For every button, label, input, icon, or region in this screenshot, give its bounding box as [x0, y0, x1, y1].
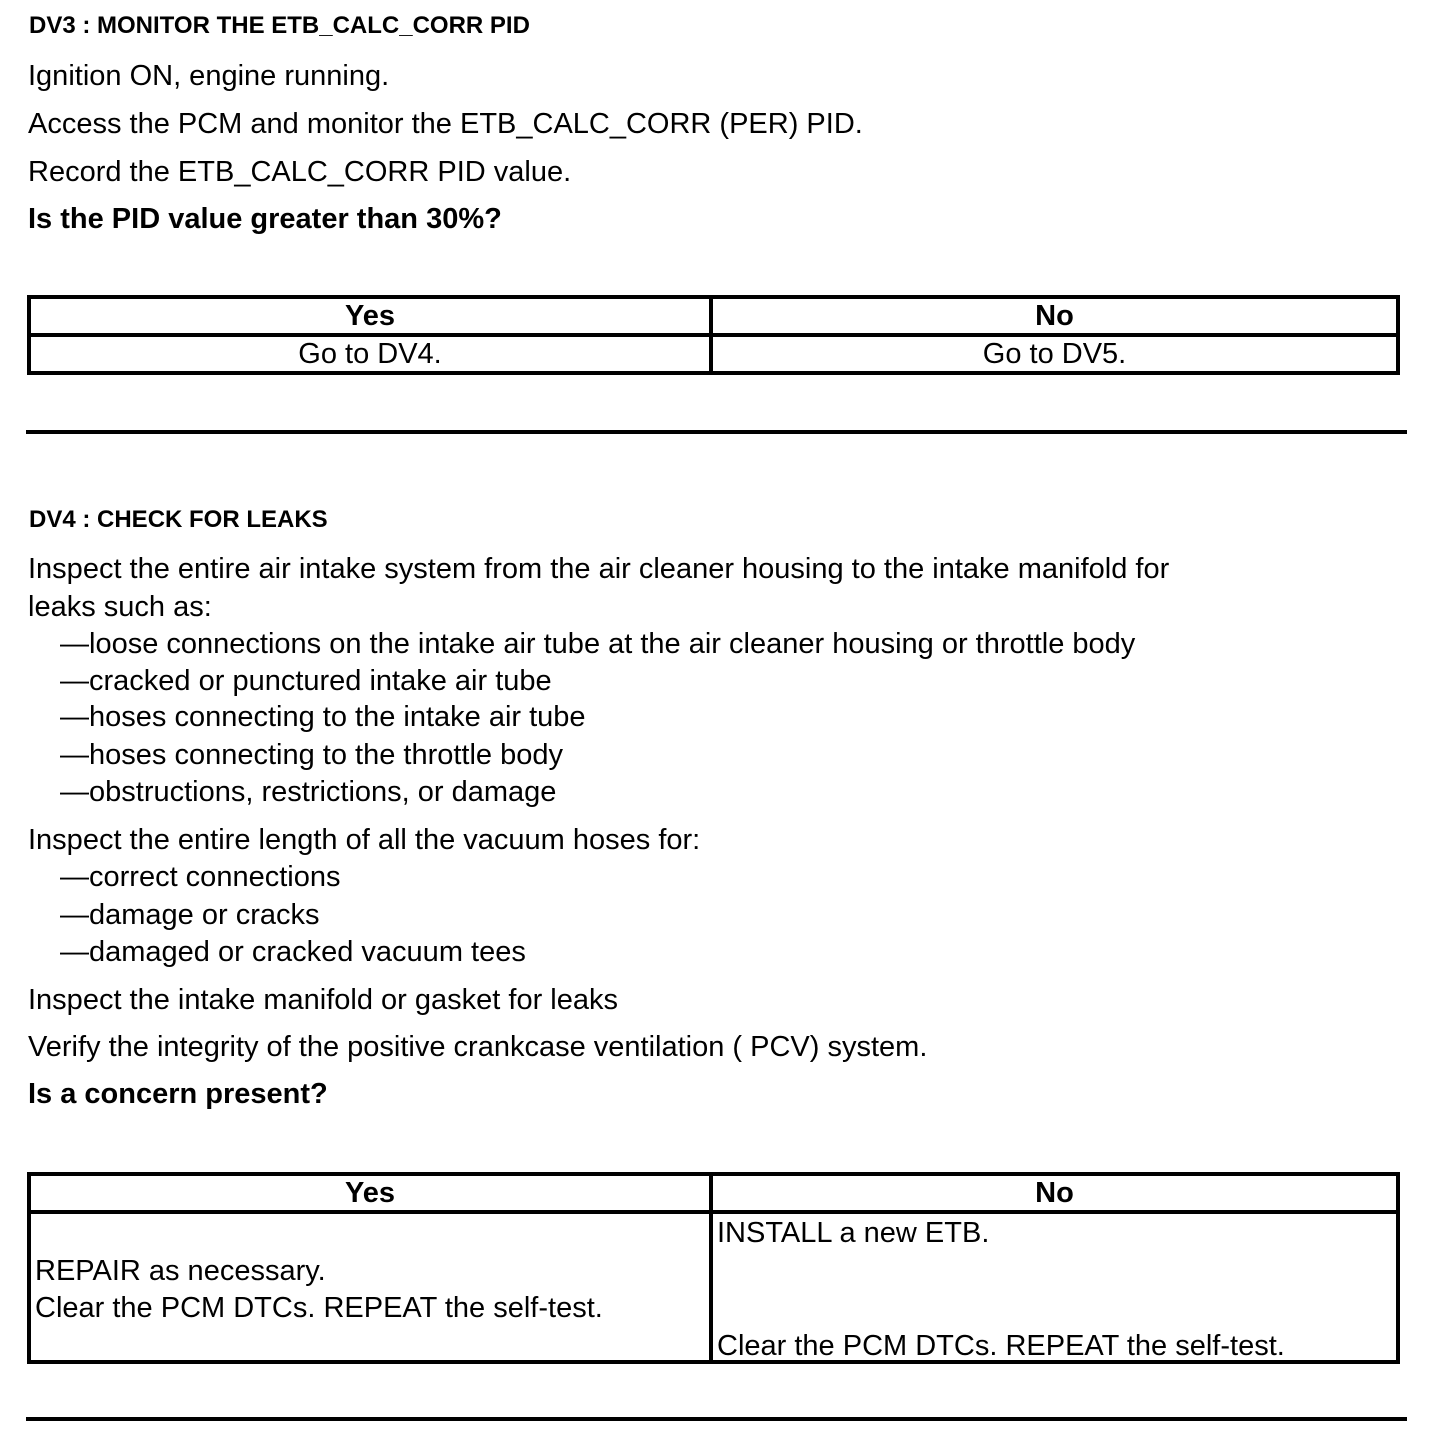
dv3-step-1: Ignition ON, engine running. [28, 60, 390, 92]
dv3-step-3: Record the ETB_CALC_CORR PID value. [28, 156, 572, 188]
dv3-table-action-row [29, 335, 1398, 373]
dv4-intake-item: —obstructions, restrictions, or damage [60, 776, 557, 808]
dv3-step-2: Access the PCM and monitor the ETB_CALC_CORR (PER) PID. [28, 108, 863, 140]
dv4-result-table [27, 1172, 1400, 1364]
dv4-intake-item: —hoses connecting to the intake air tube [60, 701, 586, 733]
dv3-question: Is the PID value greater than 30%? [28, 203, 502, 235]
dv4-vacuum-item: —damaged or cracked vacuum tees [60, 936, 526, 968]
dv4-vacuum-intro: Inspect the entire length of all the vacuum hoses for: [28, 824, 701, 856]
section-divider [26, 430, 1407, 434]
dv4-heading: DV4 : CHECK FOR LEAKS [29, 506, 328, 533]
dv4-yes-line-1: REPAIR as necessary. [35, 1255, 326, 1287]
bottom-divider [26, 1417, 1407, 1421]
dv4-pcv-check: Verify the integrity of the positive crankcase ventilation ( PCV) system. [28, 1031, 928, 1063]
dv4-intro-line-2: leaks such as: [28, 591, 212, 623]
dv4-no-header: No [711, 1174, 1398, 1212]
dv4-yes-cell [29, 1212, 711, 1362]
dv4-yes-header: Yes [29, 1174, 711, 1212]
dv3-no-action: Go to DV5. [711, 335, 1398, 373]
dv4-vacuum-item: —damage or cracks [60, 899, 320, 931]
dv4-intake-item: —loose connections on the intake air tube at the air cleaner housing or throttle body [60, 628, 1136, 660]
dv3-heading: DV3 : MONITOR THE ETB_CALC_CORR PID [29, 12, 530, 39]
dv4-intro-line-1: Inspect the entire air intake system from the air cleaner housing to the intake manifold for [28, 553, 1170, 585]
dv4-no-cell [711, 1212, 1398, 1362]
dv4-yes-line-2: Clear the PCM DTCs. REPEAT the self-test. [35, 1292, 603, 1324]
dv4-intake-item: —hoses connecting to the throttle body [60, 739, 563, 771]
dv4-vacuum-item: —correct connections [60, 861, 341, 893]
dv3-yes-action: Go to DV4. [29, 335, 711, 373]
dv4-no-line-2: Clear the PCM DTCs. REPEAT the self-test. [717, 1330, 1285, 1362]
dv3-table-header-row [29, 297, 1398, 335]
dv4-intake-item: —cracked or punctured intake air tube [60, 665, 552, 697]
dv3-result-table [27, 295, 1400, 375]
dv4-question: Is a concern present? [28, 1078, 328, 1110]
dv3-yes-header: Yes [29, 297, 711, 335]
dv4-table-action-row [29, 1212, 1398, 1362]
dv4-manifold-check: Inspect the intake manifold or gasket for leaks [28, 984, 618, 1016]
dv4-table-header-row [29, 1174, 1398, 1212]
dv3-no-header: No [711, 297, 1398, 335]
dv4-no-line-1: INSTALL a new ETB. [717, 1217, 990, 1249]
